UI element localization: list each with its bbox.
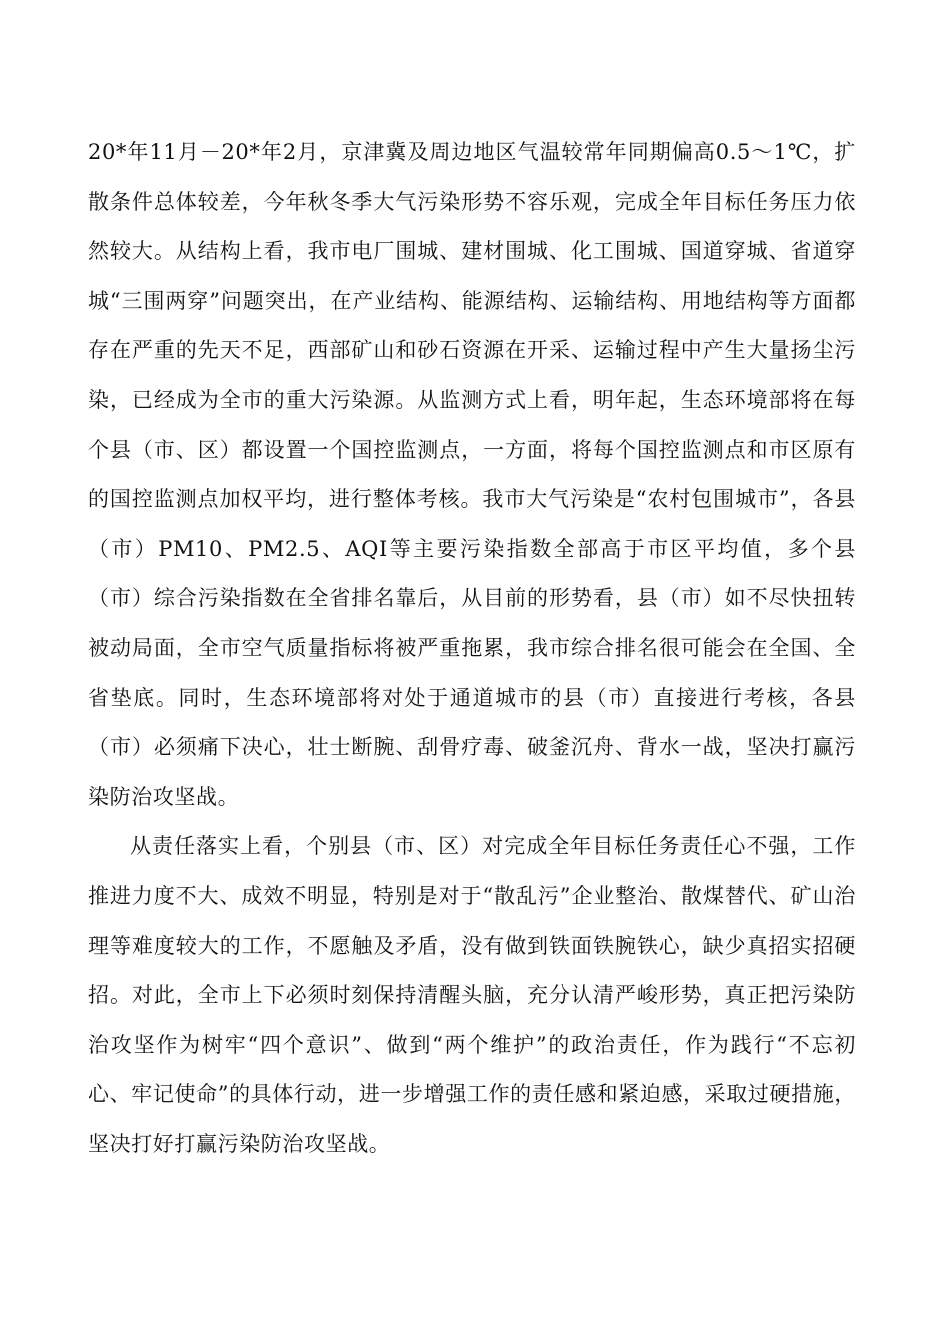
paragraph-2: 从责任落实上看，个别县（市、区）对完成全年目标任务责任心不强，工作推进力度不大、成效不明显，特别是对于“散乱污”企业整治、散煤替代、矿山治理等难度较大的工作，不愿触及矛盾，没有做到铁面铁腕铁心，缺少真招实招硬招。对此，全市上下必须时刻保持清醒头脑，充分认清严峻形势，真正把污染防治攻坚作为树牢“四个意识”、做到“两个维护”的政治责任，作为践行“不忘初心、牢记使命”的具体行动，进一步增强工作的责任感和紧迫感，采取过硬措施，坚决打好打赢污染防治攻坚战。 (88, 834, 856, 1156)
paragraph-1: 20*年11月－20*年2月，京津冀及周边地区气温较常年同期偏高0.5～1℃，扩散条件总体较差，今年秋冬季大气污染形势不容乐观，完成全年目标任务压力依然较大。从结构上看，我市电厂围城、建材围城、化工围城、国道穿城、省道穿城“三围两穿”问题突出，在产业结构、能源结构、运输结构、用地结构等方面都存在严重的先天不足，西部矿山和砂石资源在开采、运输过程中产生大量扬尘污染，已经成为全市的重大污染源。从监测方式上看，明年起，生态环境部将在每个县（市、区）都设置一个国控监测点，一方面，将每个国控监测点和市区原有的国控监测点加权平均，进行整体考核。我市大气污染是“农村包围城市”，各县（市）PM10、PM2.5、AQI等主要污染指数全部高于市区平均值，多个县（市）综合污染指数在全省排名靠后，从目前的形势看，县（市）如不尽快扭转被动局面，全市空气质量指标将被严重拖累，我市综合排名很可能会在全国、全省垫底。同时，生态环境部将对处于通道城市的县（市）直接进行考核，各县（市）必须痛下决心，壮士断腕、刮骨疗毒、破釜沉舟、背水一战，坚决打赢污染防治攻坚战。 (88, 140, 856, 809)
document-body (88, 128, 856, 1169)
